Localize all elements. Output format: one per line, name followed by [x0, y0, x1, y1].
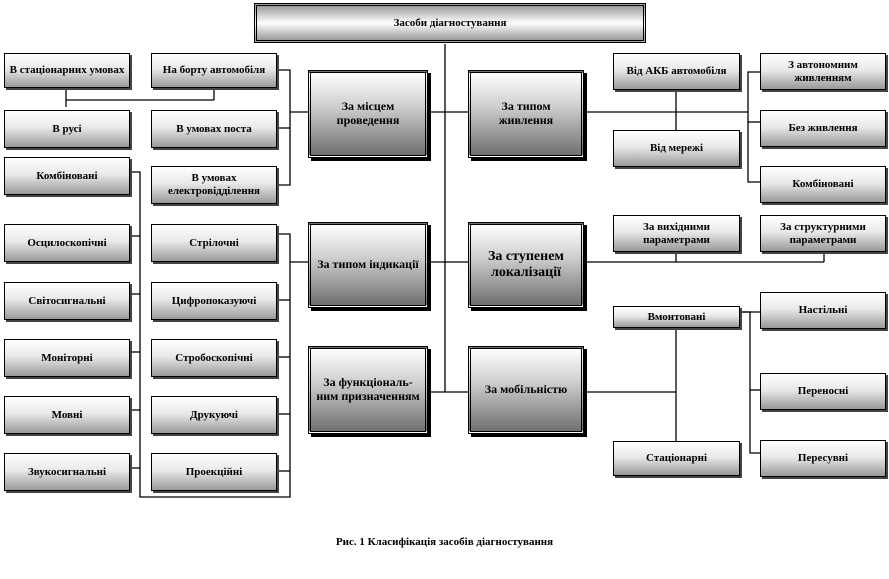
function-sound-label: Звукосигнальні	[27, 465, 107, 478]
power-combined-node	[760, 166, 886, 203]
place-stationary-label: В стаціонарних умовах	[9, 64, 125, 77]
function-voice-label: Мовні	[51, 408, 83, 421]
mobility-portable-label: Переносні	[797, 385, 849, 398]
category-function	[308, 346, 428, 434]
place-onboard-label: На борту автомобіля	[162, 64, 266, 77]
indication-digital-node	[151, 282, 277, 320]
function-combined-label: Комбіновані	[36, 169, 98, 182]
function-monitor-node	[4, 339, 130, 377]
diagram-title	[254, 3, 646, 43]
category-indication	[308, 222, 428, 308]
power-akb-label: Від АКБ автомобіля	[626, 65, 727, 78]
category-place-label: За місцем проведення	[336, 99, 400, 127]
power-autonomous-label: З автономним живленням	[788, 58, 858, 84]
place-post-node	[151, 110, 277, 148]
power-combined-label: Комбіновані	[792, 178, 854, 191]
place-electro-label: В умовах електровідділення	[167, 172, 261, 197]
place-onboard-node	[151, 53, 277, 88]
indication-projection-node	[151, 453, 277, 491]
category-mobility-label: За мобільністю	[484, 382, 568, 397]
localization-structural-node	[760, 215, 886, 252]
power-akb-node	[613, 53, 740, 90]
category-indication-label: За типом індикації	[317, 257, 419, 272]
category-localization-label: За ступенем локалізації	[488, 248, 564, 280]
function-voice-node	[4, 396, 130, 434]
localization-output-node	[613, 215, 740, 252]
power-none-label: Без живлення	[788, 122, 858, 135]
localization-structural-label: За структурними параметрами	[780, 220, 866, 246]
place-post-label: В умовах поста	[176, 122, 252, 135]
category-mobility	[468, 346, 584, 434]
function-monitor-label: Моніторні	[41, 351, 93, 364]
place-moving-label: В русі	[52, 122, 82, 135]
place-electro-node	[151, 166, 277, 204]
mobility-mobile-label: Пересувні	[797, 452, 849, 465]
indication-print-label: Друкуючі	[190, 408, 238, 421]
power-mains-node	[613, 130, 740, 167]
function-light-node	[4, 282, 130, 320]
indication-pointer-label: Стрілочні	[189, 236, 239, 249]
indication-strobe-node	[151, 339, 277, 377]
localization-output-label: За вихідними параметрами	[643, 220, 710, 246]
indication-strobe-label: Стробоскопічні	[175, 351, 253, 364]
place-moving-node	[4, 110, 130, 148]
mobility-built-in-node	[613, 306, 740, 328]
function-oscillo-node	[4, 224, 130, 262]
power-autonomous-node	[760, 53, 886, 90]
category-function-label: За функціональ-ним призначенням	[316, 375, 420, 403]
category-localization	[468, 222, 584, 308]
mobility-desktop-node	[760, 292, 886, 329]
category-power-label: За типом живлення	[498, 99, 554, 127]
indication-print-node	[151, 396, 277, 434]
function-oscillo-label: Осцилоскопічні	[27, 236, 107, 249]
indication-digital-label: Цифропоказуючі	[171, 294, 257, 307]
function-sound-node	[4, 453, 130, 491]
figure-caption: Рис. 1 Класифікація засобів діагностування	[335, 536, 554, 548]
mobility-mobile-node	[760, 440, 886, 477]
indication-projection-label: Проекційні	[185, 465, 243, 478]
diagram-title-text: Засоби діагностування	[393, 16, 507, 29]
power-mains-label: Від мережі	[649, 142, 704, 155]
mobility-desktop-label: Настільні	[798, 304, 848, 317]
indication-pointer-node	[151, 224, 277, 262]
mobility-built-in-label: Вмонтовані	[647, 310, 706, 323]
place-stationary-node	[4, 53, 130, 88]
function-combined-node	[4, 157, 130, 195]
power-none-node	[760, 110, 886, 147]
mobility-portable-node	[760, 373, 886, 410]
category-power	[468, 70, 584, 158]
mobility-stationary-label: Стаціонарні	[645, 452, 708, 465]
mobility-stationary-node	[613, 441, 740, 476]
category-place	[308, 70, 428, 158]
function-light-label: Світосигнальні	[28, 294, 106, 307]
